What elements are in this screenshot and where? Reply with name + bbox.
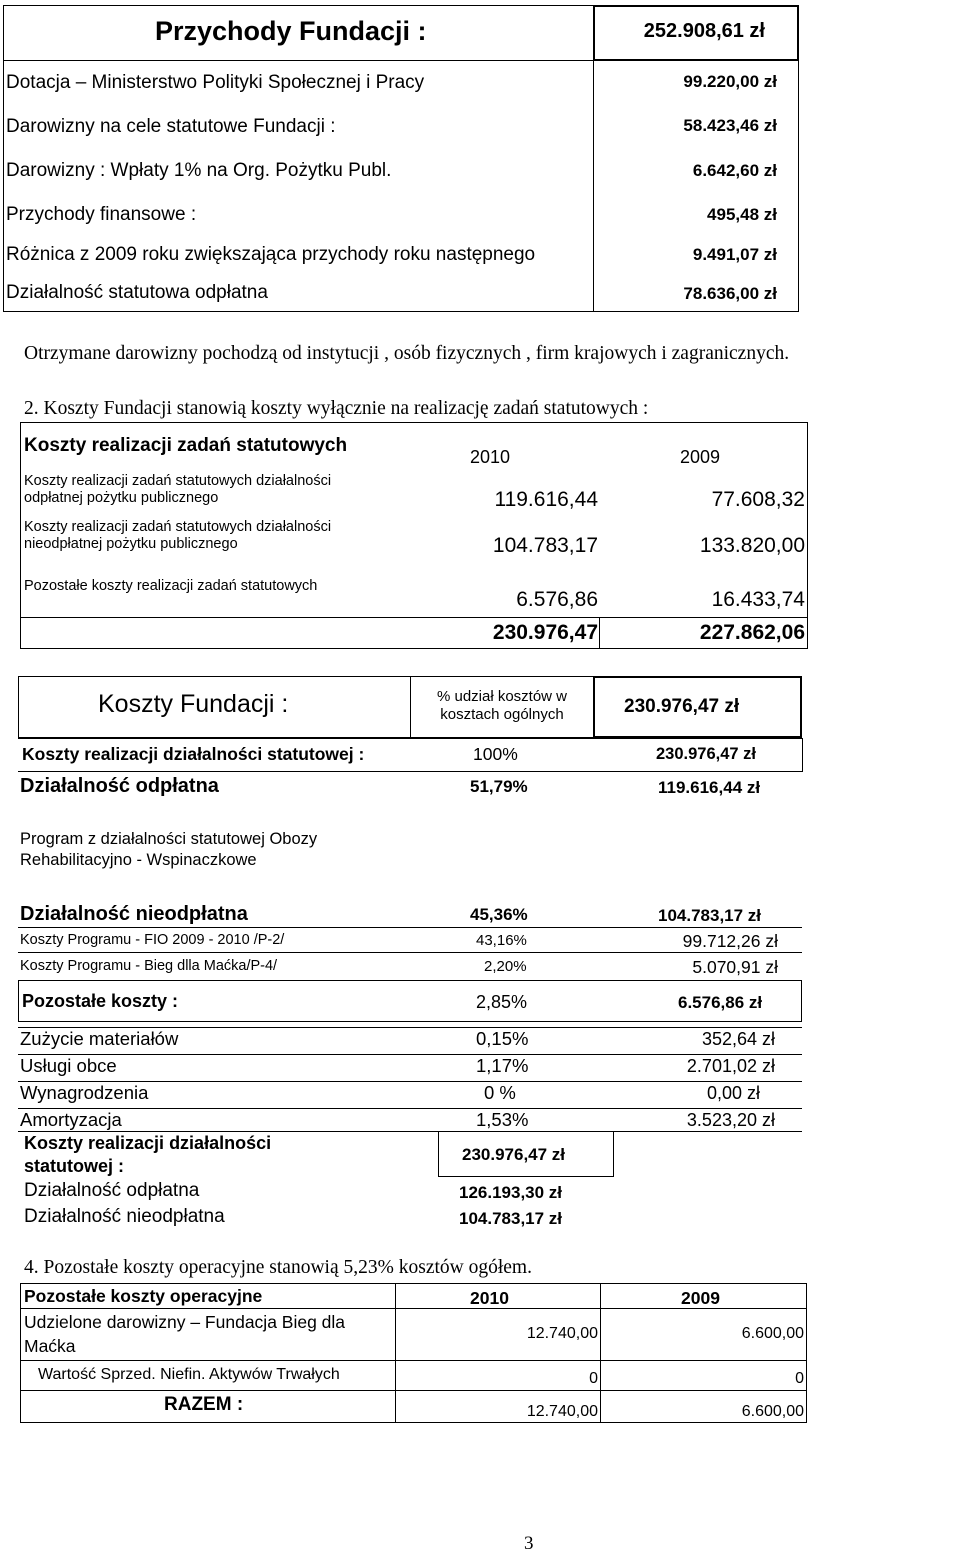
op-table-rule: [20, 1360, 807, 1361]
costs-row-label: Koszty realizacji zadań statutowych działalności: [24, 473, 332, 489]
other-costs-pct: 2,85%: [476, 992, 528, 1012]
costs-total-value: 230.976,47: [492, 621, 598, 644]
other-costs-val: 6.576,86 zł: [678, 993, 763, 1012]
revenue-row-value: 6.642,60 zł: [692, 161, 777, 180]
op-year-2009: 2009: [681, 1288, 720, 1308]
summary-statutory-val: 230.976,47 zł: [462, 1145, 566, 1164]
program-label: Program z działalności statutowej Obozy: [20, 830, 318, 848]
costs-row-label: odpłatnej pożytku publicznego: [24, 490, 219, 506]
costs-row-label: Pozostałe koszty realizacji zadań statutowych: [24, 578, 318, 594]
revenue-row-label: Dotacja – Ministerstwo Polityki Społecznej i Pracy: [6, 72, 425, 93]
costs-table-title: Koszty realizacji zadań statutowych: [24, 435, 348, 456]
costs-table-top: [20, 422, 808, 423]
unpaid-label: Działalność nieodpłatna: [20, 903, 248, 925]
op-table-title: Pozostałe koszty operacyjne: [24, 1286, 263, 1306]
cost-item-val: 352,64 zł: [701, 1029, 775, 1049]
program-label: Rehabilitacyjno - Wspinaczkowe: [20, 851, 257, 869]
costs-row-label: Koszty realizacji zadań statutowych działalności: [24, 519, 332, 535]
rule: [18, 738, 802, 739]
program-cost-pct: 2,20%: [484, 958, 527, 975]
costs-row-label: nieodpłatnej pożytku publicznego: [24, 536, 238, 552]
revenue-row-value: 9.491,07 zł: [692, 245, 777, 264]
donations-note: Otrzymane darowizny pochodzą od instytucji , osób fizycznych , firm krajowych i zagranicznych.: [24, 343, 790, 364]
revenue-row-value: 495,48 zł: [707, 205, 777, 224]
costs-year-2009: 2009: [680, 447, 721, 467]
unpaid-pct: 45,36%: [470, 905, 528, 924]
op-row-label: Maćka: [24, 1336, 76, 1356]
foundation-costs-sep: [410, 676, 411, 738]
op-row-value: 12.740,00: [526, 1325, 598, 1342]
op-row-value: 0: [795, 1370, 804, 1387]
revenue-total: 252.908,61 zł: [643, 20, 765, 42]
revenue-row-label: Działalność statutowa odpłatna: [6, 282, 268, 303]
op-table-col: [395, 1283, 396, 1423]
summary-statutory-label: Koszty realizacji działalności: [24, 1133, 272, 1153]
cost-item-label: Wynagrodzenia: [20, 1082, 149, 1103]
op-row-label: Wartość Sprzed. Niefin. Aktywów Trwałych: [38, 1366, 340, 1383]
rule: [18, 952, 802, 953]
summary-unpaid-label: Działalność nieodpłatna: [24, 1206, 225, 1227]
revenue-row-label: Darowizny : Wpłaty 1% na Org. Pożytku Publ.: [6, 160, 392, 181]
cost-item-pct: 1,53%: [476, 1109, 529, 1130]
rule: [18, 1054, 802, 1055]
program-cost-label: Koszty Programu - FIO 2009 - 2010 /P-2/: [20, 932, 285, 948]
costs-row-value: 6.576,86: [516, 588, 598, 611]
costs-table-right: [807, 422, 808, 648]
unpaid-val: 104.783,17 zł: [658, 906, 762, 925]
revenue-row-label: Przychody finansowe :: [6, 204, 197, 225]
statutory-val: 230.976,47 zł: [656, 745, 756, 763]
costs-row-value: 77.608,32: [711, 488, 805, 511]
costs-col-sep: [599, 617, 600, 648]
summary-paid-val: 126.193,30 zł: [459, 1183, 563, 1202]
share-header: % udział kosztów w kosztach ogólnych: [436, 688, 568, 723]
costs-year-2010: 2010: [470, 447, 511, 467]
paid-val: 119.616,44 zł: [658, 778, 761, 797]
costs-total-rule: [20, 617, 808, 618]
statutory-sep: [802, 738, 803, 772]
costs-row-value: 16.433,74: [711, 588, 805, 611]
statutory-pct: 100%: [473, 744, 518, 764]
costs-heading: 2. Koszty Fundacji stanowią koszty wyłącznie na realizację zadań statutowych :: [24, 398, 649, 419]
cost-item-val: 2.701,02 zł: [686, 1056, 775, 1076]
revenue-row-value: 78.636,00 zł: [683, 284, 777, 303]
op-total-value: 6.600,00: [741, 1403, 804, 1420]
cost-item-label: Usługi obce: [20, 1055, 117, 1076]
revenue-row-label: Różnica z 2009 roku zwiększająca przychody roku następnego: [6, 244, 536, 265]
program-cost-val: 5.070,91 zł: [692, 957, 778, 977]
foundation-costs-title: Koszty Fundacji :: [98, 690, 289, 718]
revenue-row-value: 99.220,00 zł: [683, 72, 777, 91]
costs-row-value: 104.783,17: [492, 534, 598, 557]
costs-row-value: 133.820,00: [699, 534, 805, 557]
paid-label: Działalność odpłatna: [20, 775, 219, 797]
program-cost-label: Koszty Programu - Bieg dlla Maćka/P-4/: [20, 958, 278, 974]
op-row-value: 0: [589, 1370, 598, 1387]
costs-row-value: 119.616,44: [494, 488, 598, 511]
summary-paid-label: Działalność odpłatna: [24, 1180, 200, 1201]
rule: [18, 771, 802, 772]
op-table-rule: [20, 1390, 807, 1391]
cost-item-pct: 0 %: [484, 1082, 516, 1103]
cost-item-val: 0,00 zł: [706, 1083, 760, 1103]
revenue-row-value: 58.423,46 zł: [683, 116, 777, 135]
program-cost-val: 99.712,26 zł: [682, 931, 778, 951]
op-year-2010: 2010: [470, 1288, 509, 1308]
rule: [18, 1131, 802, 1132]
cost-item-pct: 1,17%: [476, 1055, 529, 1076]
cost-item-label: Zużycie materiałów: [20, 1028, 179, 1049]
revenue-row-label: Darowizny na cele statutowe Fundacji :: [6, 116, 336, 137]
rule: [18, 927, 802, 928]
cost-item-label: Amortyzacja: [20, 1109, 122, 1130]
costs-table-bottom: [20, 648, 808, 649]
op-heading: 4. Pozostałe koszty operacyjne stanowią 5,23% kosztów ogółem.: [24, 1257, 532, 1278]
other-costs-label: Pozostałe koszty :: [22, 991, 179, 1011]
foundation-costs-total: 230.976,47 zł: [624, 696, 740, 717]
op-row-label: Udzielone darowizny – Fundacja Bieg dla: [24, 1312, 346, 1332]
cost-item-pct: 0,15%: [476, 1028, 529, 1049]
cost-item-val: 3.523,20 zł: [686, 1110, 775, 1130]
summary-statutory-label: statutowej :: [24, 1156, 125, 1176]
revenue-title: Przychody Fundacji :: [155, 16, 427, 46]
op-row-value: 6.600,00: [741, 1325, 804, 1342]
op-table-col: [600, 1283, 601, 1423]
page-number: 3: [524, 1533, 534, 1554]
summary-unpaid-val: 104.783,17 zł: [459, 1209, 563, 1228]
costs-total-value: 227.862,06: [699, 621, 805, 644]
statutory-label: Koszty realizacji działalności statutowej :: [22, 744, 365, 764]
paid-pct: 51,79%: [470, 777, 528, 796]
costs-table-left: [20, 422, 21, 648]
op-total-value: 12.740,00: [526, 1403, 598, 1420]
rule: [18, 1108, 802, 1109]
program-cost-pct: 43,16%: [476, 932, 527, 949]
op-total-label: RAZEM :: [164, 1394, 244, 1415]
